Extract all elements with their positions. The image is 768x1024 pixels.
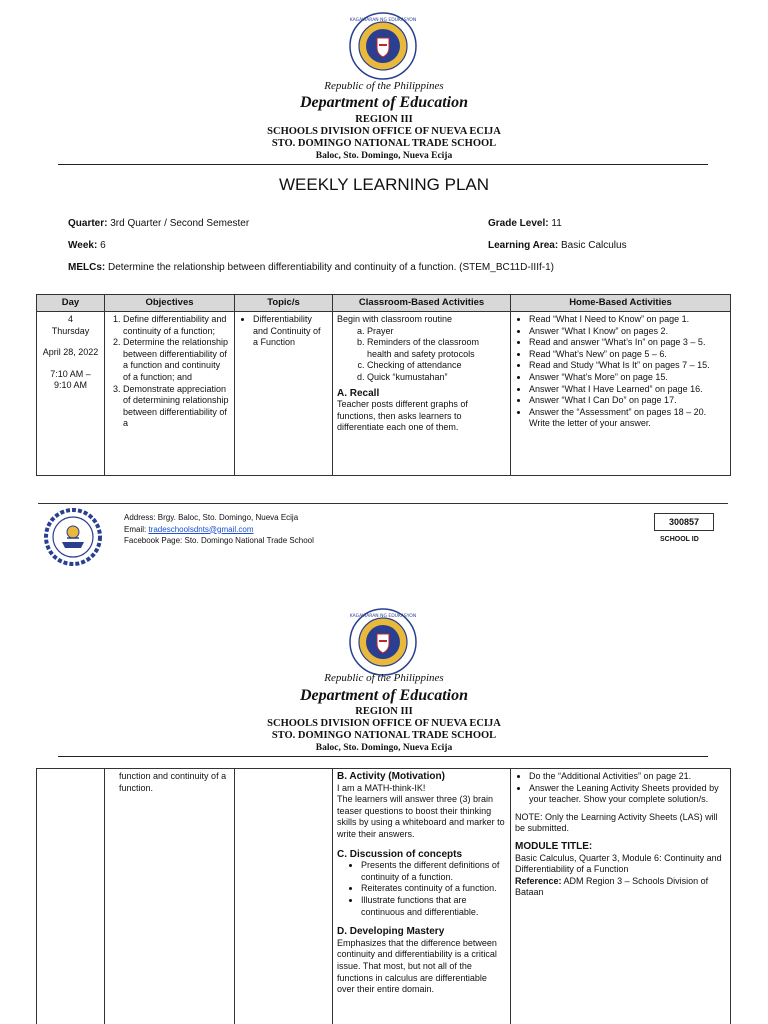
department-name: Department of Education (299, 687, 468, 704)
list-item: 1. Define differentiability and continuity of a function; (123, 314, 230, 337)
home-cell (511, 312, 731, 476)
list-item: • Read and answer “What’s In” on page 3 – 5. (529, 337, 726, 349)
list-item: 3. Demonstrate appreciation of determining relationship between differentiability of a (123, 384, 230, 430)
reference-label: Reference: (515, 875, 562, 886)
header-home-activities: Home-Based Activities (511, 295, 731, 312)
activity-heading: B. Activity (Motivation) (337, 771, 445, 782)
division-line: SCHOOLS DIVISION OFFICE OF NUEVA ECIJA (267, 718, 501, 729)
list-item: • Answer “What I Know” on pages 2. (529, 326, 726, 338)
header-classroom-activities: Classroom-Based Activities (333, 295, 511, 312)
seal-lettering: KAGAWARAN NG EDUKASYON (349, 614, 417, 619)
module-title-label: MODULE TITLE: (515, 840, 593, 852)
day-cell: 4 Thursday April 28, 2022 7:10 AM – 9:10 AM (37, 312, 105, 476)
list-item: • Differentiability and Continuity of a Function (253, 314, 328, 349)
list-item: • Answer the Leaning Activity Sheets provided by your teacher. Show your complete solution/s. (529, 783, 726, 806)
objectives-cell (105, 312, 235, 476)
discussion-heading: C. Discussion of concepts (337, 848, 463, 860)
region-line: REGION III (355, 706, 413, 717)
weekly-plan-table-continued (36, 768, 731, 1024)
list-item: • Answer “What I Can Do” on page 17. (529, 395, 726, 407)
school-id-box: 300857 (654, 513, 714, 531)
list-item: • Read and Study “What Is It” on pages 7 – 15. (529, 360, 726, 372)
melcs-field: MELCs: Determine the relationship between differentiability and continuity of a function. (STEM_BC11D-IIIf-1) (68, 262, 554, 273)
weekly-plan-table (36, 294, 731, 476)
grade-level-field: Grade Level: 11 (488, 218, 562, 229)
email-link[interactable]: tradeschoolsdnts@gmail.com (148, 524, 254, 534)
table-row (37, 769, 731, 1024)
topics-cell (235, 312, 333, 476)
list-item: • Illustrate functions that are continuous and differentiable. (361, 895, 506, 918)
header-divider (58, 756, 708, 757)
republic-line: Republic of the Philippines (324, 80, 444, 92)
list-item: • Answer the “Assessment” on pages 18 – 20. Write the letter of your answer. (529, 407, 726, 430)
deped-seal-icon (349, 12, 417, 80)
division-line: SCHOOLS DIVISION OFFICE OF NUEVA ECIJA (267, 126, 501, 137)
topics-cell (235, 769, 333, 1024)
seal-lettering: KAGAWARAN NG EDUKASYON (349, 18, 417, 23)
quarter-field: Quarter: 3rd Quarter / Second Semester (68, 218, 250, 229)
school-line: STO. DOMINGO NATIONAL TRADE SCHOOL (271, 138, 497, 149)
list-item: a. Prayer (367, 326, 506, 338)
list-item: • Do the “Additional Activities” on page 21. (529, 771, 726, 783)
objectives-cell: function and continuity of a function. (105, 769, 235, 1024)
header-day: Day (37, 295, 105, 312)
list-item: • Answer “What I Have Learned” on page 16. (529, 384, 726, 396)
address-line: Baloc, Sto. Domingo, Nueva Ecija (315, 743, 453, 753)
list-item: 2. Determine the relationship between differentiability of a function and continuity of a function; and (123, 337, 230, 383)
list-item: b. Reminders of the classroom health and safety protocols (367, 337, 506, 360)
footer-divider (38, 503, 728, 504)
footer-address-block: Address: Brgy. Baloc, Sto. Domingo, Nueva Ecija Email: tradeschoolsdnts@gmail.com Facebook Page: Sto. Domingo National Trade School (124, 513, 314, 545)
table-row (37, 312, 731, 476)
list-item: • Read “What I Need to Know” on page 1. (529, 314, 726, 326)
classroom-cell: Begin with classroom routine a. Prayer b. Reminders of the classroom health and safety protocols c. Checking of attendance d. Quick “kumustahan” A. Recall Teacher posts different graphs of functions, then asks learners to differentiate each one of them. (333, 312, 511, 476)
list-item: • Read “What’s New” on page 5 – 6. (529, 349, 726, 361)
mastery-heading: D. Developing Mastery (337, 926, 445, 938)
note-text: NOTE: Only the Learning Activity Sheets (LAS) will be submitted. (515, 811, 718, 834)
week-field: Week: 6 (68, 240, 106, 251)
classroom-cell: B. Activity (Motivation) I am a MATH-think-IK! The learners will answer three (3) brain teaser questions to boost their thinking skills by using a whiteboard and marker to write their answers. C. Discussion of concepts • Presents the different definitions of continuity of a function. • Reiterates continuity of a function. • Illustrate functions that are continuous and differentiable. D. Developing Mastery Emphasizes that the difference between continuity and differentiability is a critical issue. That most, but not all of the functions in calculus are differentiable over their entire domain. (333, 769, 511, 1024)
list-item: d. Quick “kumustahan” (367, 372, 506, 384)
learning-area-field: Learning Area: Basic Calculus (488, 240, 627, 251)
header-topics: Topic/s (235, 295, 333, 312)
header-divider (58, 164, 708, 165)
list-item: • Reiterates continuity of a function. (361, 883, 506, 895)
page-title: WEEKLY LEARNING PLAN (278, 175, 490, 194)
school-id-label: SCHOOL ID (660, 536, 699, 543)
day-cell (37, 769, 105, 1024)
region-line: REGION III (355, 114, 413, 125)
school-line: STO. DOMINGO NATIONAL TRADE SCHOOL (271, 730, 497, 741)
header-objectives: Objectives (105, 295, 235, 312)
recall-heading: A. Recall (337, 387, 380, 399)
department-name: Department of Education (299, 94, 468, 111)
republic-line: Republic of the Philippines (324, 672, 444, 684)
list-item: c. Checking of attendance (367, 360, 506, 372)
address-line: Baloc, Sto. Domingo, Nueva Ecija (315, 151, 453, 161)
list-item: • Answer “What’s More” on page 15. (529, 372, 726, 384)
home-cell: • Do the “Additional Activities” on page 21. • Answer the Leaning Activity Sheets provided by your teacher. Show your complete solution/s. NOTE: Only the Learning Activity Sheets (LAS) will be submitted. MODULE TITLE: Basic Calculus, Quarter 3, Module 6: Continuity and Differentiability of a Function Reference: ADM Region 3 – Schools Division of Bataan (511, 769, 731, 1024)
school-logo-icon (44, 508, 102, 566)
deped-seal-icon (349, 608, 417, 676)
list-item: • Presents the different definitions of continuity of a function. (361, 860, 506, 883)
